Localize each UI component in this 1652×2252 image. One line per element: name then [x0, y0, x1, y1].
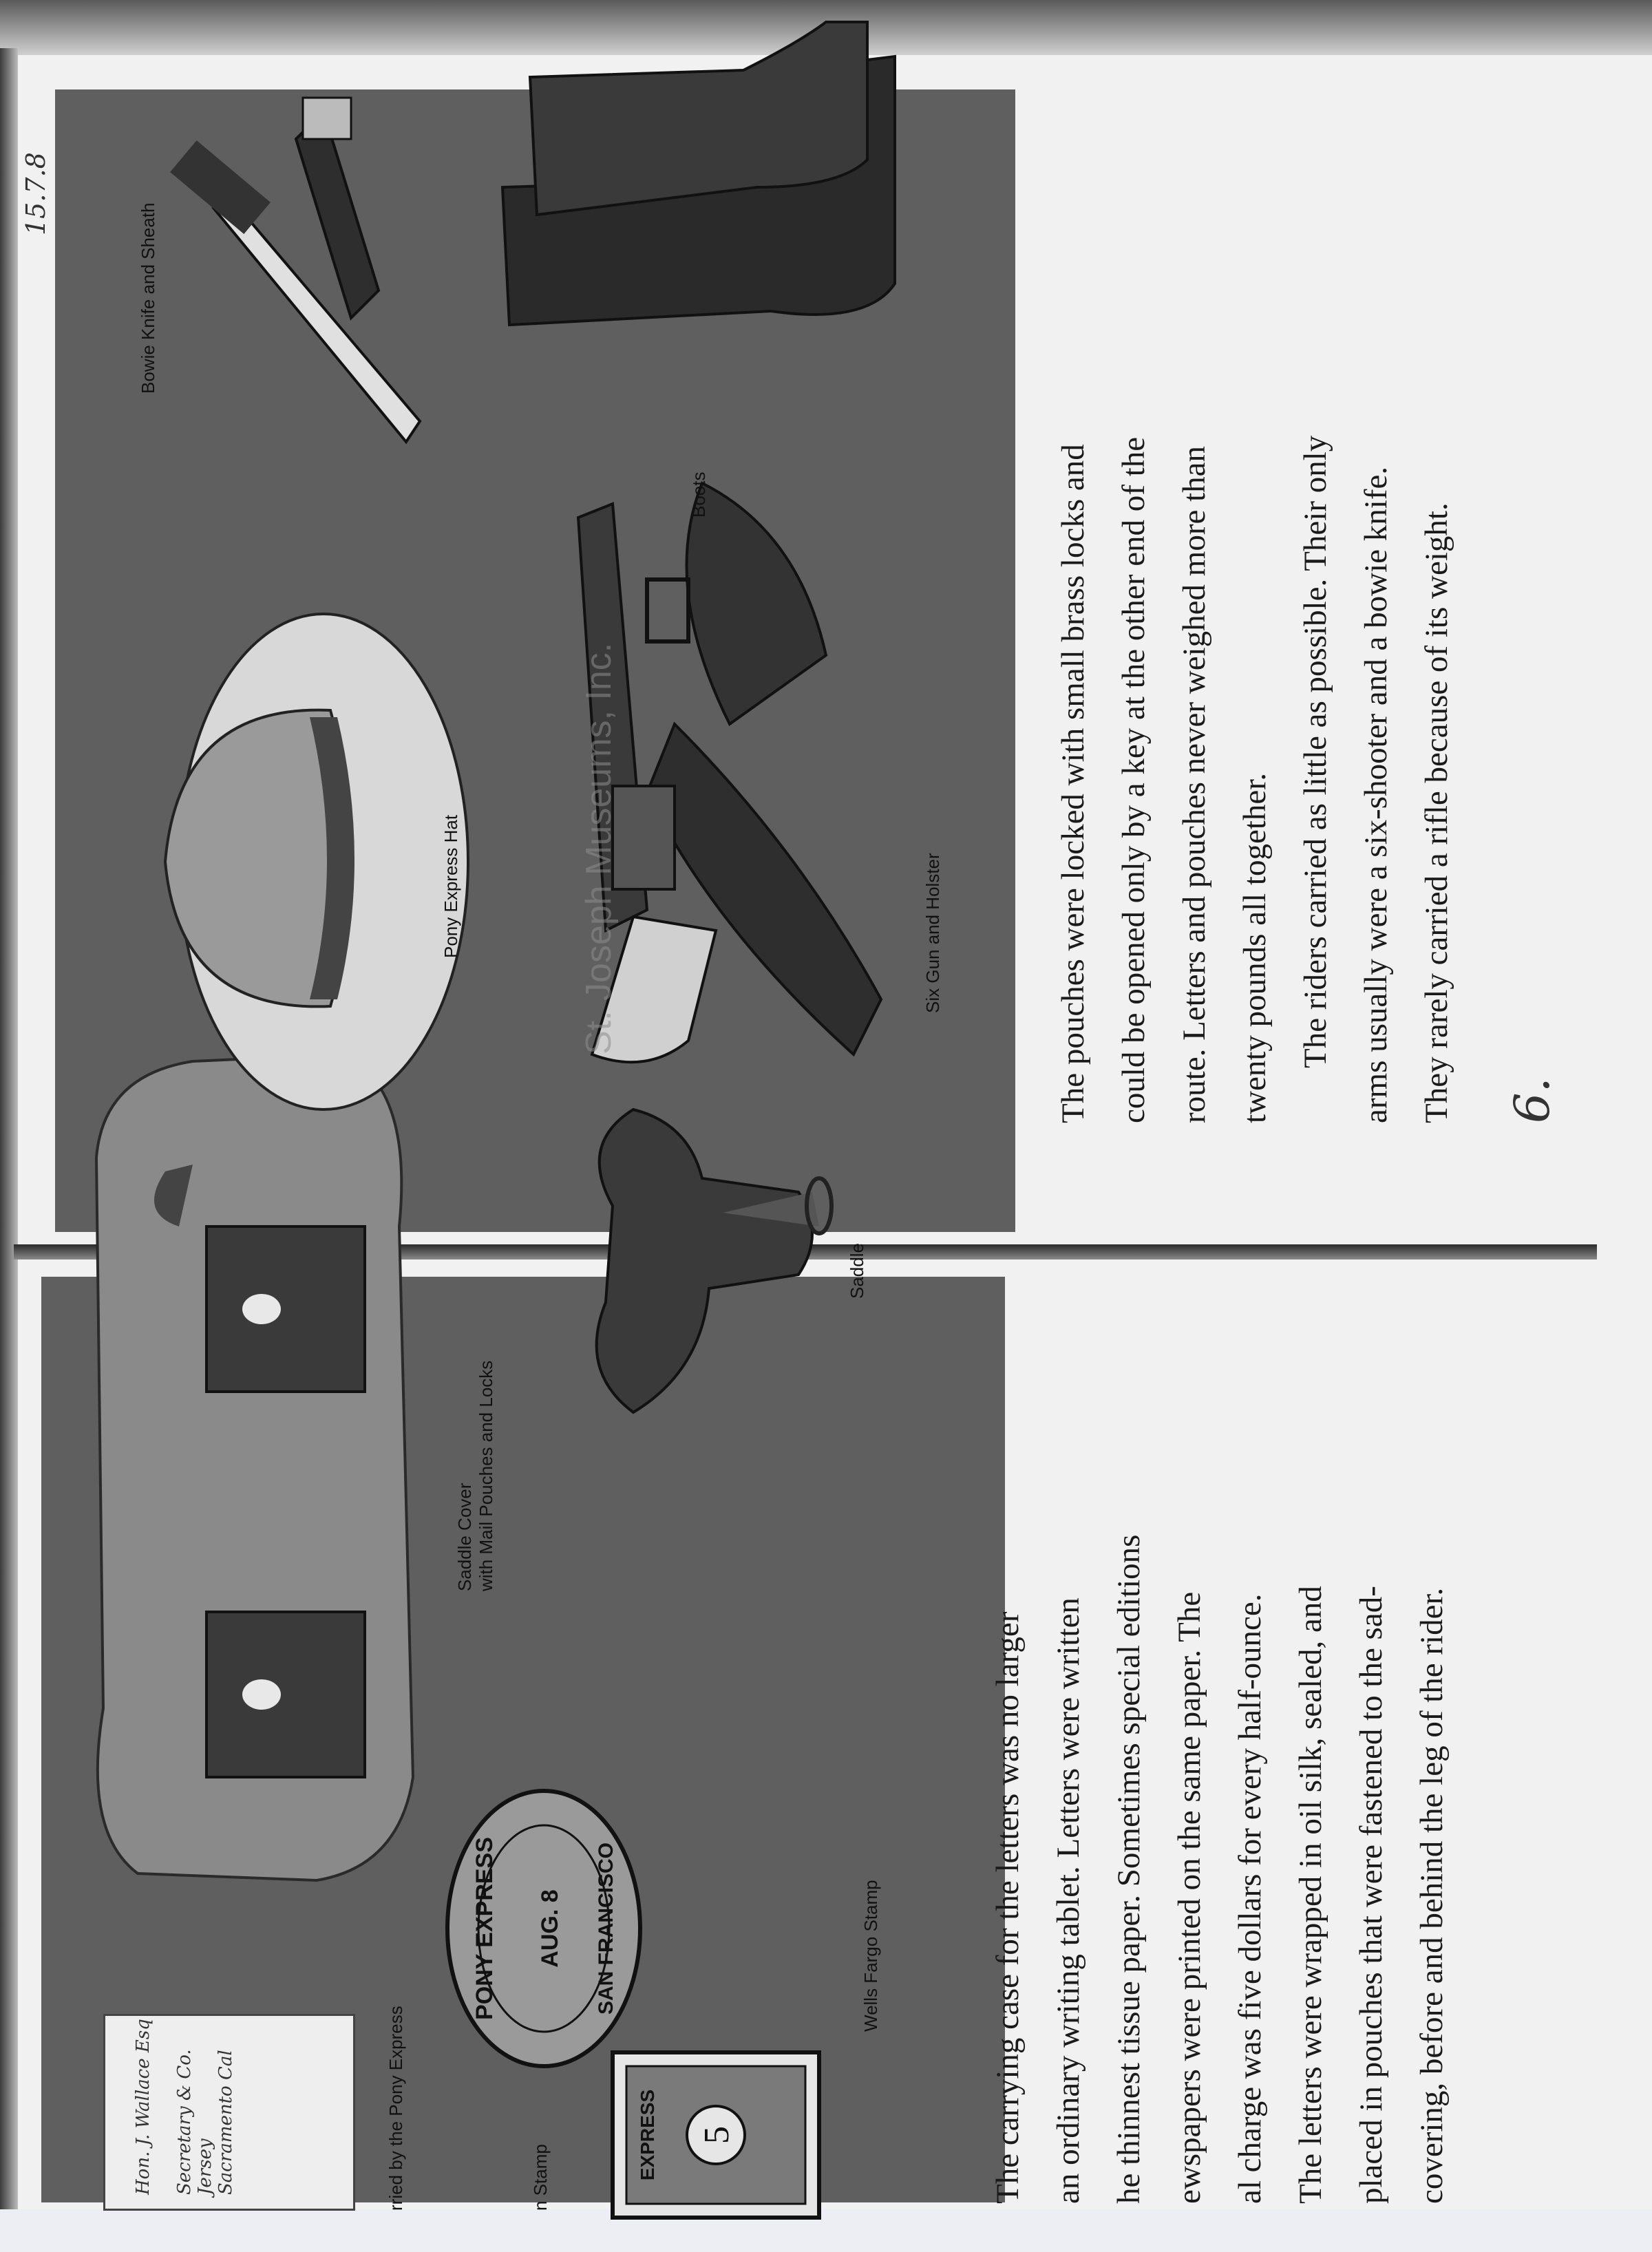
text-line: The letters were wrapped in oil silk, sealed, and [1293, 1586, 1328, 2204]
text-line: an ordinary writing tablet. Letters were written [1050, 1597, 1086, 2204]
envelope-address-line: Sacramento Cal [215, 2050, 236, 2195]
text-line: arms usually were a six-shooter and a bowie knife. [1358, 466, 1394, 1123]
knife-caption: Bowie Knife and Sheath [138, 202, 158, 394]
envelope-caption: rried by the Pony Express [385, 2006, 406, 2211]
text-line: route. Letters and pouches never weighed more than [1176, 445, 1212, 1123]
text-line: twenty pounds all together. [1237, 772, 1273, 1123]
stamp-caption-partial: n Stamp [530, 2144, 551, 2211]
text-line: could be opened only by a key at the other end of the [1116, 436, 1152, 1123]
text-line: The pouches were locked with small brass locks and [1055, 444, 1091, 1123]
pony-express-envelope [103, 2014, 355, 2211]
right-page-text [1043, 436, 1467, 1123]
page-number: 6. [1504, 1077, 1560, 1123]
postmark-city: SAN FRANCISCO [595, 1842, 617, 2015]
text-line: he thinnest tissue paper. Sometimes special editions [1111, 1534, 1147, 2204]
text-line: covering, before and behind the leg of the rider. [1414, 1587, 1450, 2204]
hat-caption: Pony Express Hat [441, 814, 461, 958]
postmark-line: PONY EXPRESS [472, 1837, 498, 2020]
text-line: They rarely carried a rifle because of its weight. [1419, 502, 1454, 1123]
boots-caption: Boots [688, 471, 709, 518]
envelope-address-line: Hon. J. Wallace Esq [133, 2019, 153, 2195]
text-line: The carrying case for the letters was no larger [990, 1611, 1026, 2204]
museum-watermark: St. Joseph Museums, Inc. [579, 642, 619, 1054]
saddle-cover-caption [454, 1361, 497, 1591]
saddle-caption: Saddle [847, 1243, 867, 1299]
text-line: placed in pouches that were fastened to the sad- [1353, 1586, 1389, 2204]
lock-icon [242, 1294, 281, 1324]
gun-caption: Six Gun and Holster [922, 853, 943, 1013]
saddle-cover-illustration [55, 1020, 441, 1915]
scan-note: 15.7.8 [21, 152, 51, 235]
pony-express-hat-illustration [124, 600, 482, 1123]
text-line: The riders carried as little as possible. Their only [1298, 435, 1333, 1068]
text-line: al charge was five dollars for every half-ounce. [1232, 1593, 1268, 2204]
boots-illustration [482, 8, 922, 366]
envelope-address-line: Secretary & Co. Jersey [174, 2049, 215, 2195]
lock-icon [242, 1679, 281, 1710]
caption-line: Saddle Cover [454, 1483, 475, 1591]
stamp-text: EXPRESS [637, 2089, 658, 2181]
stamp-value: 5 [697, 2126, 737, 2144]
wells-fargo-stamp-illustration [606, 2046, 826, 2224]
caption-line: with Mail Pouches and Locks [476, 1360, 496, 1591]
postmark-date: AUG. 8 [537, 1889, 563, 1968]
left-page-text [977, 1535, 1462, 2204]
pony-express-postmark [441, 1784, 647, 2073]
wells-fargo-caption: Wells Fargo Stamp [860, 1880, 881, 2032]
text-line: ewspapers were printed on the same paper. The [1172, 1591, 1207, 2204]
